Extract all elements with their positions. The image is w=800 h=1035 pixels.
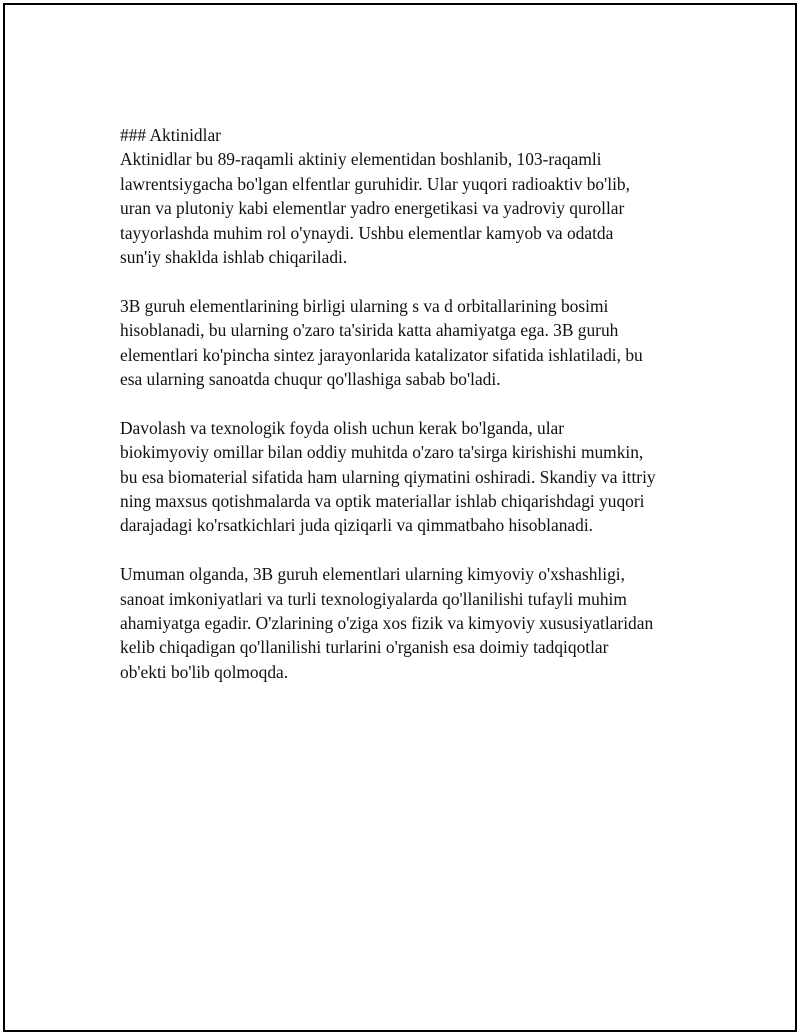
text-line: ob'ekti bo'lib qolmoqda. bbox=[120, 661, 289, 682]
text-line: sanoat imkoniyatlari va turli texnologiyalarda qo'llanilishi tufayli muhim bbox=[120, 588, 627, 609]
section-heading: ### Aktinidlar bbox=[120, 125, 221, 145]
paragraph-actinides bbox=[120, 147, 700, 269]
text-line: ahamiyatga egadir. O'zlarining o'ziga xos fizik va kimyoviy xususiyatlaridan bbox=[120, 613, 654, 634]
text-line: sun'iy shaklda ishlab chiqariladi. bbox=[120, 247, 348, 268]
document-page bbox=[3, 3, 797, 1032]
text-line: bu esa biomaterial sifatida ham ularning qiymatini oshiradi. Skandiy va ittriy bbox=[120, 466, 656, 487]
text-line: tayyorlashda muhim rol o'ynaydi. Ushbu elementlar kamyob va odatda bbox=[120, 222, 614, 243]
text-line: Davolash va texnologik foyda olish uchun kerak bo'lganda, ular bbox=[120, 417, 565, 438]
paragraph-applications bbox=[120, 416, 700, 538]
text-line: esa ularning sanoatda chuqur qo'llashiga sabab bo'ladi. bbox=[120, 369, 501, 390]
paragraph-conclusion bbox=[120, 562, 700, 684]
document-body bbox=[120, 123, 700, 709]
text-line: ning maxsus qotishmalarda va optik materiallar ishlab chiqarishdagi yuqori bbox=[120, 491, 645, 512]
text-line: Aktinidlar bu 89-raqamli aktiniy elementidan boshlanib, 103-raqamli bbox=[120, 149, 602, 170]
text-line: elementlari ko'pincha sintez jarayonlarida katalizator sifatida ishlatiladi, bu bbox=[120, 344, 643, 365]
text-line: uran va plutoniy kabi elementlar yadro energetikasi va yadroviy qurollar bbox=[120, 198, 625, 219]
text-line: lawrentsiygacha bo'lgan elfentlar guruhidir. Ular yuqori radioaktiv bo'lib, bbox=[120, 173, 630, 194]
text-line: hisoblanadi, bu ularning o'zaro ta'sirida katta ahamiyatga ega. 3B guruh bbox=[120, 320, 619, 341]
text-line: darajadagi ko'rsatkichlari juda qiziqarli va qimmatbaho hisoblanadi. bbox=[120, 515, 594, 536]
text-line: biokimyoviy omillar bilan oddiy muhitda o'zaro ta'sirga kirishishi mumkin, bbox=[120, 442, 644, 463]
text-line: Umuman olganda, 3B guruh elementlari ularning kimyoviy o'xshashligi, bbox=[120, 564, 625, 585]
text-line: kelib chiqadigan qo'llanilishi turlarini o'rganish esa doimiy tadqiqotlar bbox=[120, 637, 609, 658]
text-line: 3B guruh elementlarining birligi ularning s va d orbitallarining bosimi bbox=[120, 295, 609, 316]
paragraph-3b-group bbox=[120, 294, 700, 392]
